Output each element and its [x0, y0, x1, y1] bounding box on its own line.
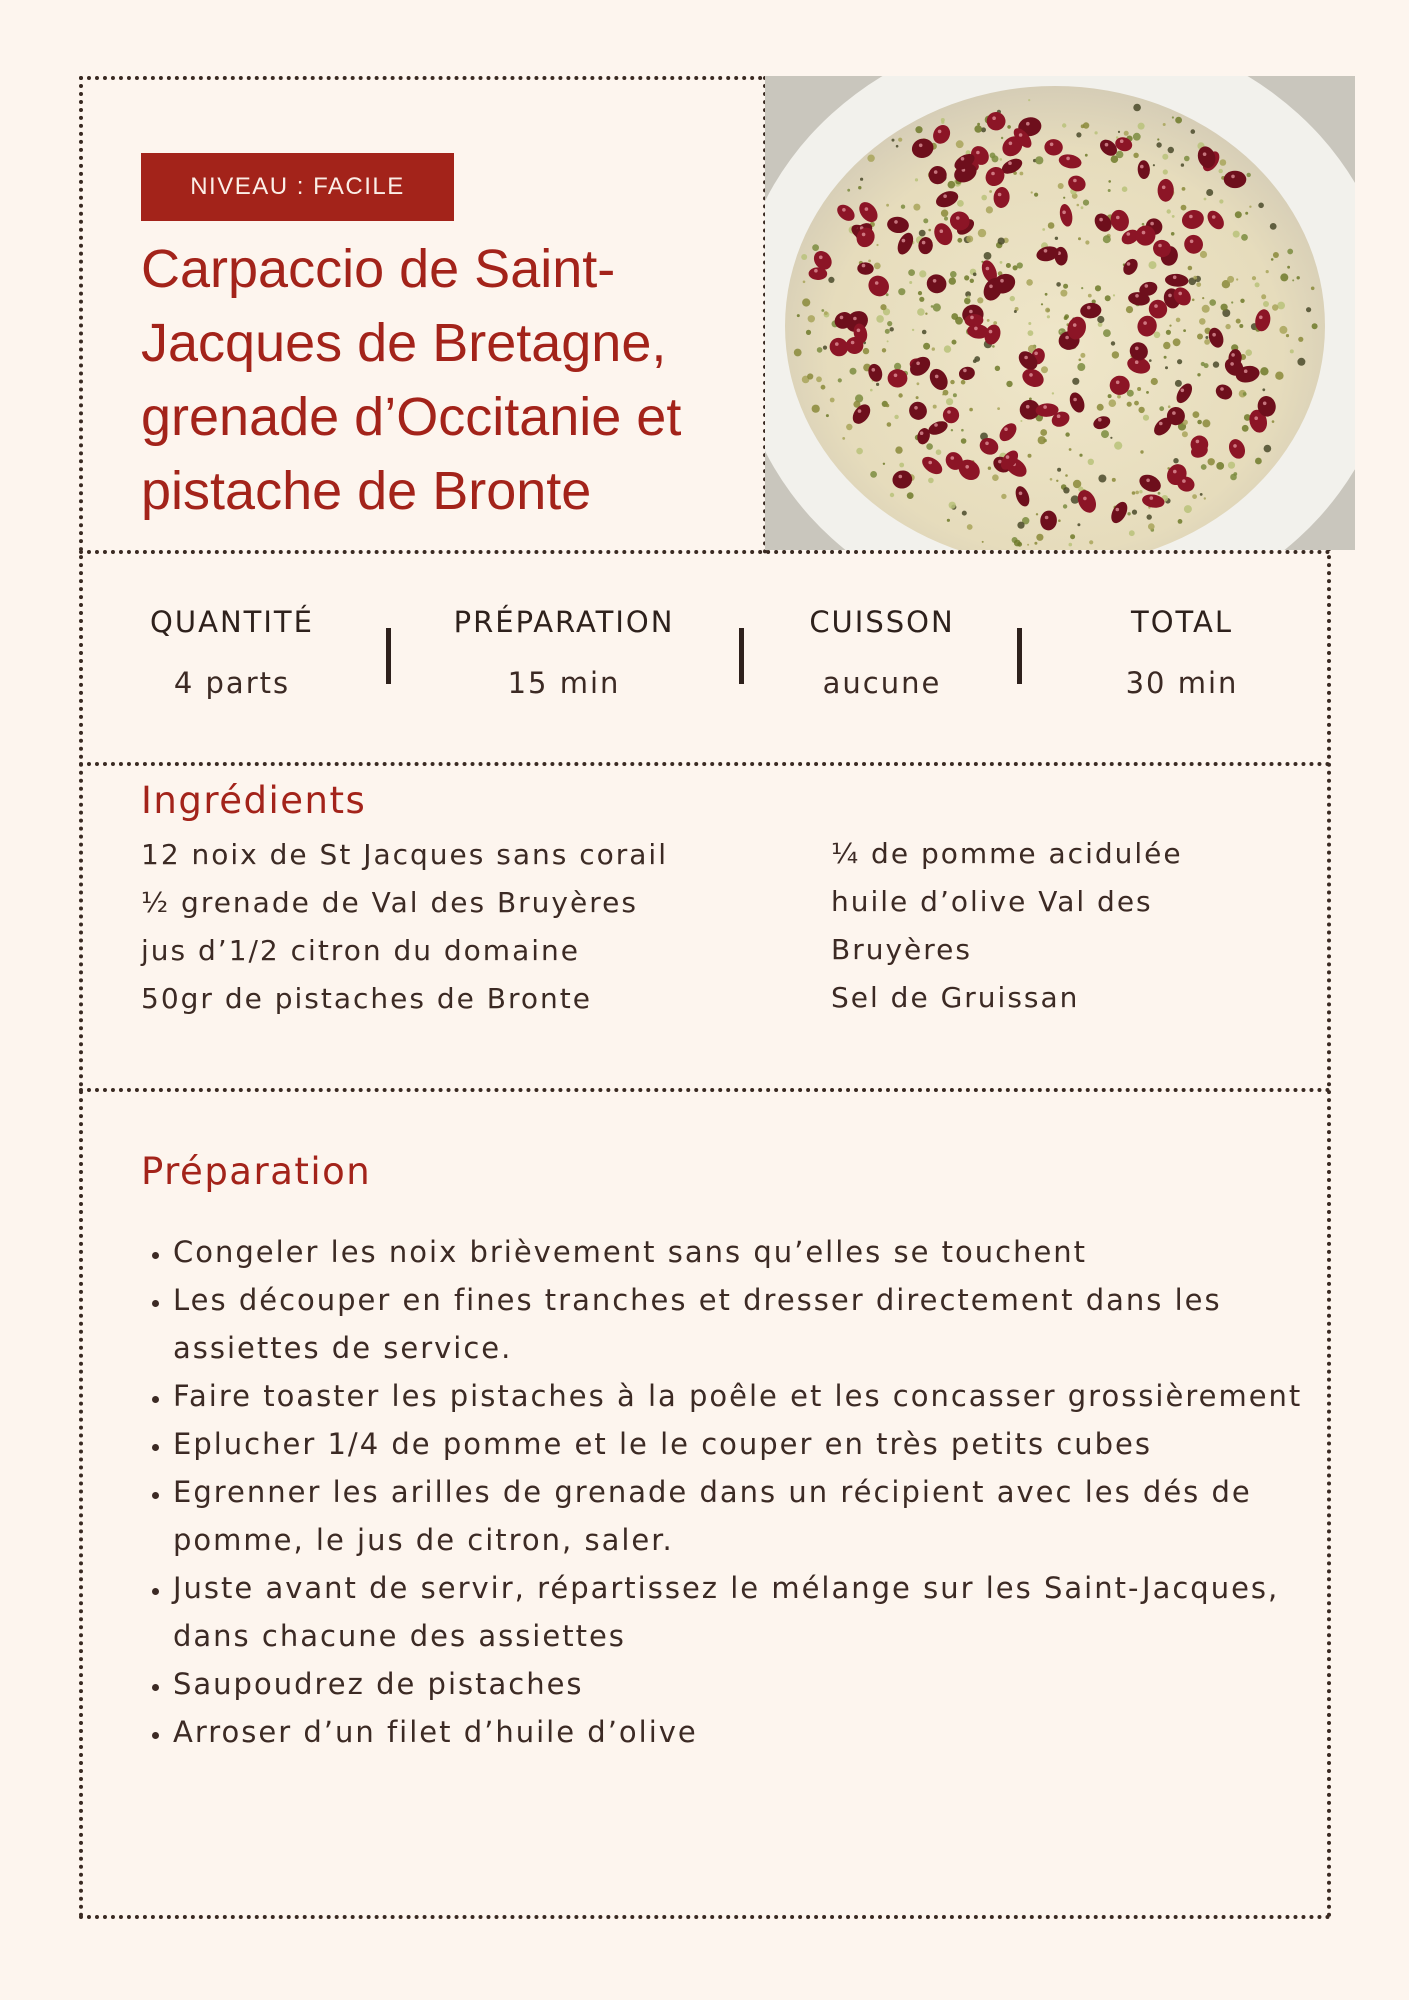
list-item: • Congeler les noix brièvement sans qu’elles se touchent [173, 1228, 1303, 1276]
list-item: Sel de Gruissan [831, 981, 1080, 1014]
stat-label: TOTAL [1131, 605, 1233, 639]
stat-separator [739, 628, 744, 684]
list-item: • Faire toaster les pistaches à la poêle et les concasser grossièrement [173, 1372, 1303, 1420]
difficulty-badge: NIVEAU : FACILE [141, 153, 454, 221]
stat-separator [1017, 628, 1022, 684]
preparation-top-divider [79, 1088, 1331, 1092]
list-item: • Les découper en fines tranches et dresser directement dans les assiettes de service. [173, 1276, 1303, 1372]
stat-value: 15 min [507, 666, 621, 700]
stat-quantity [102, 605, 362, 700]
list-item: huile d’olive Val des [831, 885, 1153, 918]
preparation-heading: Préparation [141, 1150, 372, 1193]
stat-label: PRÉPARATION [453, 605, 675, 639]
ingredients-list-right [831, 830, 1251, 1022]
stat-separator [386, 628, 391, 684]
stat-label: QUANTITÉ [150, 605, 314, 639]
list-item: Bruyères [831, 933, 972, 966]
list-item: • Saupoudrez de pistaches [173, 1660, 1303, 1708]
list-item: jus d’1/2 citron du domaine [141, 934, 580, 967]
ingredients-list-left [141, 831, 801, 1023]
list-item: 50gr de pistaches de Bronte [141, 982, 592, 1015]
list-item: • Arroser d’un filet d’huile d’olive [173, 1708, 1303, 1756]
list-item: • Egrenner les arilles de grenade dans un récipient avec les dés de pomme, le jus de citron, saler. [173, 1468, 1303, 1564]
dish-photo [765, 76, 1355, 550]
list-item: ½ grenade de Val des Bruyères [141, 886, 638, 919]
preparation-steps [133, 1228, 1303, 1756]
ingredients-heading: Ingrédients [141, 779, 367, 822]
stat-total [1052, 605, 1312, 700]
list-item: 12 noix de St Jacques sans corail [141, 838, 668, 871]
stats-top-divider [79, 550, 1331, 554]
list-item: ¼ de pomme acidulée [831, 837, 1183, 870]
stat-cooking [752, 605, 1012, 700]
stat-preparation [434, 605, 694, 700]
stat-value: 4 parts [173, 666, 291, 700]
ingredients-top-divider [79, 762, 1331, 766]
recipe-title: Carpaccio de Saint-Jacques de Bretagne, grenade d’Occitanie et pistache de Bronte [141, 239, 682, 521]
stat-value: 30 min [1125, 666, 1239, 700]
list-item: • Eplucher 1/4 de pomme et le le couper en très petits cubes [173, 1420, 1303, 1468]
list-item: • Juste avant de servir, répartissez le mélange sur les Saint-Jacques, dans chacune des assiettes [173, 1564, 1303, 1660]
stat-label: CUISSON [809, 605, 955, 639]
stat-value: aucune [822, 666, 942, 700]
